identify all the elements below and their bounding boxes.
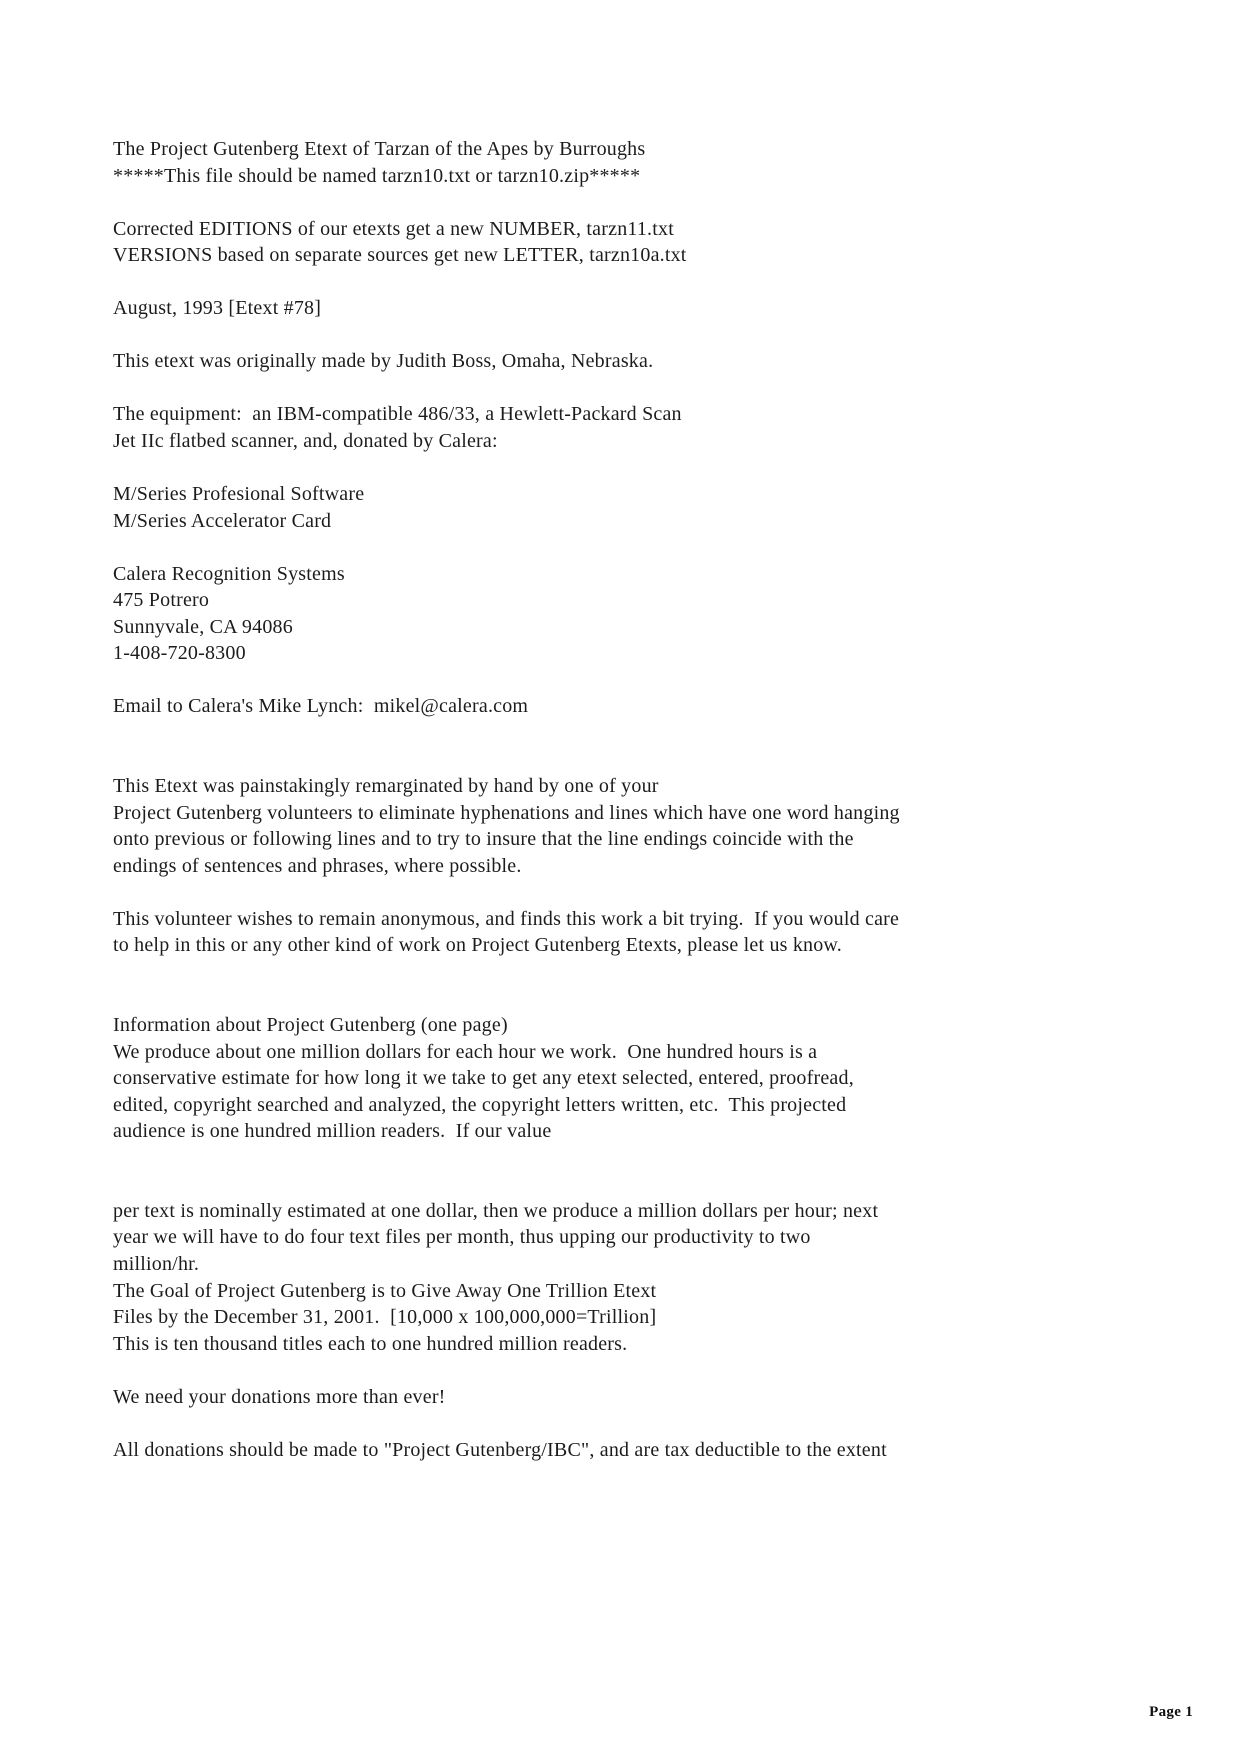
text-line: The equipment: an IBM-compatible 486/33, a Hewlett-Packard Scan	[113, 403, 682, 426]
text-line: We need your donations more than ever!	[113, 1385, 446, 1408]
text-line: The Project Gutenberg Etext of Tarzan of the Apes by Burroughs	[113, 138, 646, 160]
text-line	[113, 375, 1133, 402]
text-line: This is ten thousand titles each to one hundred million readers.	[113, 1332, 628, 1355]
text-line: year we will have to do four text files per month, thus upping our productivity to two	[113, 1226, 811, 1249]
text-line: Files by the December 31, 2001. [10,000 x 100,000,000=Trillion]	[113, 1306, 657, 1329]
text-line: onto previous or following lines and to try to insure that the line endings coincide with the	[113, 828, 854, 851]
text-line: Corrected EDITIONS of our etexts get a new NUMBER, tarzn11.txt	[113, 217, 674, 240]
text-line	[113, 1145, 1133, 1172]
text-line: Jet IIc flatbed scanner, and, donated by Calera:	[113, 430, 498, 453]
text-line	[113, 959, 1133, 986]
text-line: endings of sentences and phrases, where possible.	[113, 854, 522, 877]
text-line: conservative estimate for how long it we take to get any etext selected, entered, proofread,	[113, 1067, 854, 1090]
text-line	[113, 1171, 1133, 1198]
text-line	[113, 986, 1133, 1013]
text-line: audience is one hundred million readers. If our value	[113, 1120, 552, 1143]
text-line: edited, copyright searched and analyzed, the copyright letters written, etc. This projected	[113, 1093, 847, 1116]
text-line	[113, 322, 1133, 349]
text-line	[113, 879, 1133, 906]
text-line: 1-408-720-8300	[113, 642, 246, 665]
document-body	[113, 136, 1133, 1463]
text-line	[113, 269, 1133, 296]
text-line: August, 1993 [Etext #78]	[113, 297, 322, 320]
text-line: All donations should be made to "Project Gutenberg/IBC", and are tax deductible to the extent	[113, 1438, 887, 1461]
text-line: M/Series Profesional Software	[113, 483, 365, 506]
text-line	[113, 534, 1133, 561]
text-line: VERSIONS based on separate sources get new LETTER, tarzn10a.txt	[113, 244, 687, 267]
text-line	[113, 189, 1133, 216]
text-line: This volunteer wishes to remain anonymous, and finds this work a bit trying. If you would care	[113, 907, 900, 930]
text-line: Information about Project Gutenberg (one page)	[113, 1014, 508, 1037]
text-line: This etext was originally made by Judith Boss, Omaha, Nebraska.	[113, 350, 654, 373]
text-line: We produce about one million dollars for each hour we work. One hundred hours is a	[113, 1040, 818, 1063]
text-line	[113, 1357, 1133, 1384]
text-line	[113, 455, 1133, 482]
page-number: Page 1	[1149, 1704, 1193, 1720]
text-line	[113, 747, 1133, 774]
text-line	[113, 720, 1133, 747]
text-line: M/Series Accelerator Card	[113, 509, 332, 532]
text-line: to help in this or any other kind of work on Project Gutenberg Etexts, please let us know.	[113, 934, 842, 957]
text-line: Email to Calera's Mike Lynch: mikel@calera.com	[113, 695, 529, 718]
text-line: This Etext was painstakingly remarginated by hand by one of your	[113, 775, 659, 798]
text-line: Project Gutenberg volunteers to eliminate hyphenations and lines which have one word hanging	[113, 801, 900, 824]
text-line: per text is nominally estimated at one dollar, then we produce a million dollars per hour; next	[113, 1199, 879, 1222]
text-line: The Goal of Project Gutenberg is to Give Away One Trillion Etext	[113, 1279, 657, 1302]
text-line: Calera Recognition Systems	[113, 562, 345, 585]
text-line	[113, 667, 1133, 694]
text-line	[113, 1410, 1133, 1437]
text-line: 475 Potrero	[113, 589, 210, 612]
text-line: *****This file should be named tarzn10.txt or tarzn10.zip*****	[113, 164, 641, 187]
text-line: Sunnyvale, CA 94086	[113, 615, 293, 638]
text-line: million/hr.	[113, 1252, 200, 1275]
